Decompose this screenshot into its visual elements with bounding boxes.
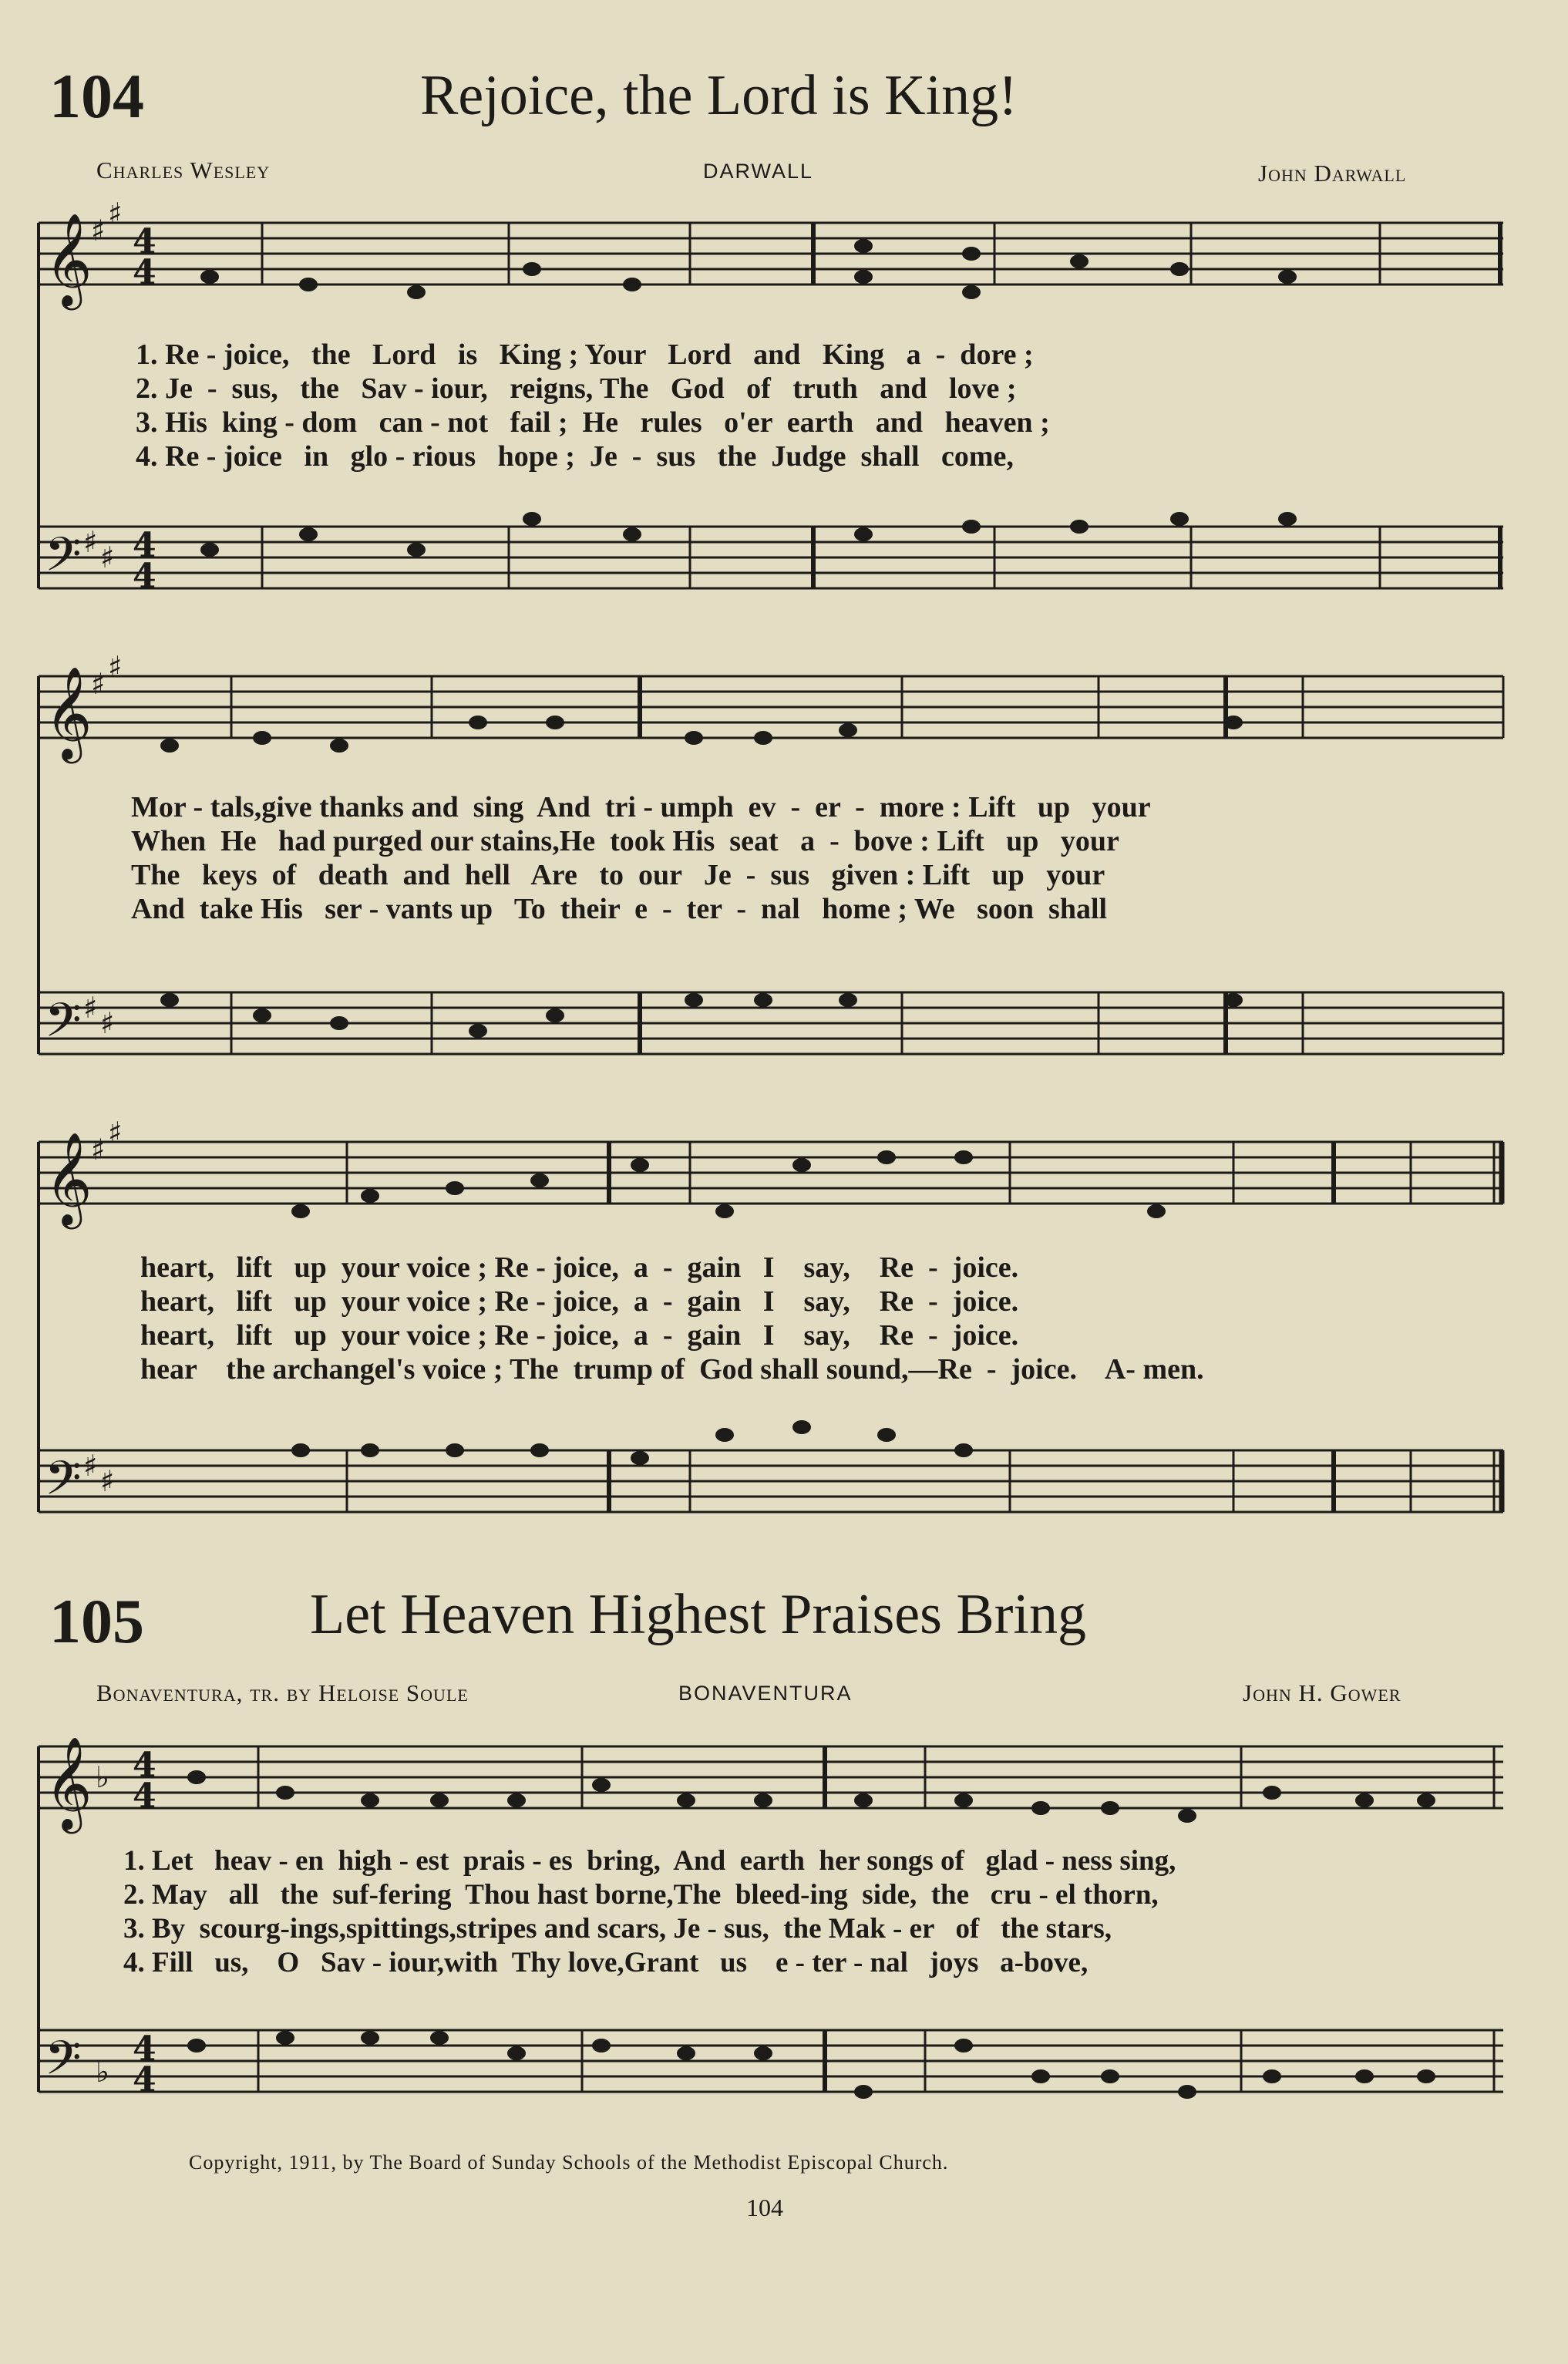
- hymn-tune: BONAVENTURA: [678, 1682, 853, 1705]
- svg-text:4: 4: [133, 557, 156, 596]
- hymn-composer: John H. Gower: [1243, 1679, 1401, 1706]
- hymn-composer: John Darwall: [1258, 160, 1407, 187]
- lyric-line: 3. By scourg-ings,spittings,stripes and scars, Je - sus, the Mak - er of the stars,: [123, 1913, 1112, 1945]
- hymn-title: Rejoice, the Lord is King!: [420, 64, 1018, 127]
- bass-clef-icon: 𝄢: [45, 2031, 82, 2097]
- svg-text:♯: ♯: [83, 525, 98, 559]
- lyric-line: heart, lift up your voice ; Re - joice, a - gain I say, Re - joice.: [140, 1285, 1019, 1318]
- svg-text:4: 4: [133, 1776, 156, 1816]
- svg-text:♯: ♯: [83, 1449, 98, 1483]
- staff-bass-1: [39, 527, 1503, 588]
- svg-text:♯: ♯: [100, 1006, 115, 1040]
- lyric-line: hear the archangel's voice ; The trump of God shall sound,—Re - joice. A- men.: [140, 1353, 1204, 1386]
- svg-text:♭: ♭: [96, 2055, 109, 2089]
- lyric-line: heart, lift up your voice ; Re - joice, a - gain I say, Re - joice.: [140, 1319, 1019, 1352]
- lyric-line: 2. May all the suf-fering Thou hast borne,The bleed-ing side, the cru - el thorn,: [123, 1879, 1159, 1911]
- bass-clef-icon: 𝄢: [45, 993, 82, 1059]
- lyrics-system-1: [136, 338, 1050, 473]
- hymn-tune: DARWALL: [703, 160, 814, 183]
- svg-text:4: 4: [133, 2060, 156, 2100]
- svg-text:♯: ♯: [100, 1464, 115, 1498]
- staff-treble-3: [39, 1142, 1503, 1204]
- svg-text:4: 4: [133, 2029, 156, 2069]
- hymn-number: 105: [49, 1586, 144, 1656]
- lyrics-system-2: [131, 790, 1151, 926]
- treble-clef-icon: 𝄞: [45, 1131, 93, 1225]
- page-number: 104: [746, 2194, 783, 2221]
- lyric-line: 4. Re - joice in glo - rious hope ; Je - sus the Judge shall come,: [136, 440, 1014, 473]
- svg-text:♯: ♯: [83, 991, 98, 1025]
- svg-text:♯: ♯: [91, 1133, 106, 1167]
- lyrics-system-3: [140, 1251, 1204, 1386]
- hymn-author: Bonaventura, tr. by Heloise Soule: [96, 1679, 469, 1706]
- lyric-line: The keys of death and hell Are to our Je - sus given : Lift up your: [131, 859, 1105, 891]
- hymn-number: 104: [49, 61, 144, 131]
- treble-clef-icon: 𝄞: [45, 1736, 93, 1830]
- treble-clef-icon: 𝄞: [45, 665, 93, 759]
- hymn-author: Charles Wesley: [96, 157, 271, 184]
- lyric-line: 2. Je - sus, the Sav - iour, reigns, The God of truth and love ;: [136, 372, 1017, 405]
- lyric-line: heart, lift up your voice ; Re - joice, a - gain I say, Re - joice.: [140, 1251, 1019, 1284]
- lyric-line: And take His ser - vants up To their e - ter - nal home ; We soon shall: [131, 893, 1108, 925]
- bass-clef-icon: 𝄢: [45, 1451, 82, 1517]
- lyric-line: Mor - tals,give thanks and sing And tri - umph ev - er - more : Lift up your: [131, 791, 1151, 823]
- lyrics-system-4: [123, 1844, 1176, 1980]
- lyric-line: When He had purged our stains,He took His seat a - bove : Lift up your: [131, 825, 1119, 857]
- svg-text:♯: ♯: [100, 540, 115, 574]
- svg-text:4: 4: [133, 222, 156, 261]
- svg-text:♯: ♯: [108, 1116, 123, 1150]
- lyric-line: 1. Re - joice, the Lord is King ; Your Lord and King a - dore ;: [136, 338, 1034, 371]
- staff-bass-3: [39, 1450, 1503, 1512]
- hymn-title: Let Heaven Highest Praises Bring: [310, 1583, 1086, 1646]
- svg-text:4: 4: [133, 1746, 156, 1785]
- lyric-line: 1. Let heav - en high - est prais - es bring, And earth her songs of glad - ness sing,: [123, 1845, 1176, 1877]
- svg-text:♯: ♯: [108, 650, 123, 684]
- copyright-notice: Copyright, 1911, by The Board of Sunday Schools of the Methodist Episcopal Church.: [189, 2151, 949, 2174]
- svg-text:♯: ♯: [91, 214, 106, 248]
- treble-clef-icon: 𝄞: [45, 212, 93, 306]
- lyric-line: 3. His king - dom can - not fail ; He rules o'er earth and heaven ;: [136, 406, 1050, 439]
- bass-clef-icon: 𝄢: [45, 527, 82, 594]
- svg-text:♯: ♯: [108, 197, 123, 231]
- svg-text:4: 4: [133, 526, 156, 565]
- svg-text:♭: ♭: [96, 1760, 109, 1794]
- lyric-line: 4. Fill us, O Sav - iour,with Thy love,Grant us e - ter - nal joys a-bove,: [123, 1947, 1089, 1978]
- svg-text:♯: ♯: [91, 667, 106, 701]
- staff-treble-2: [39, 676, 1503, 738]
- svg-text:4: 4: [133, 253, 156, 292]
